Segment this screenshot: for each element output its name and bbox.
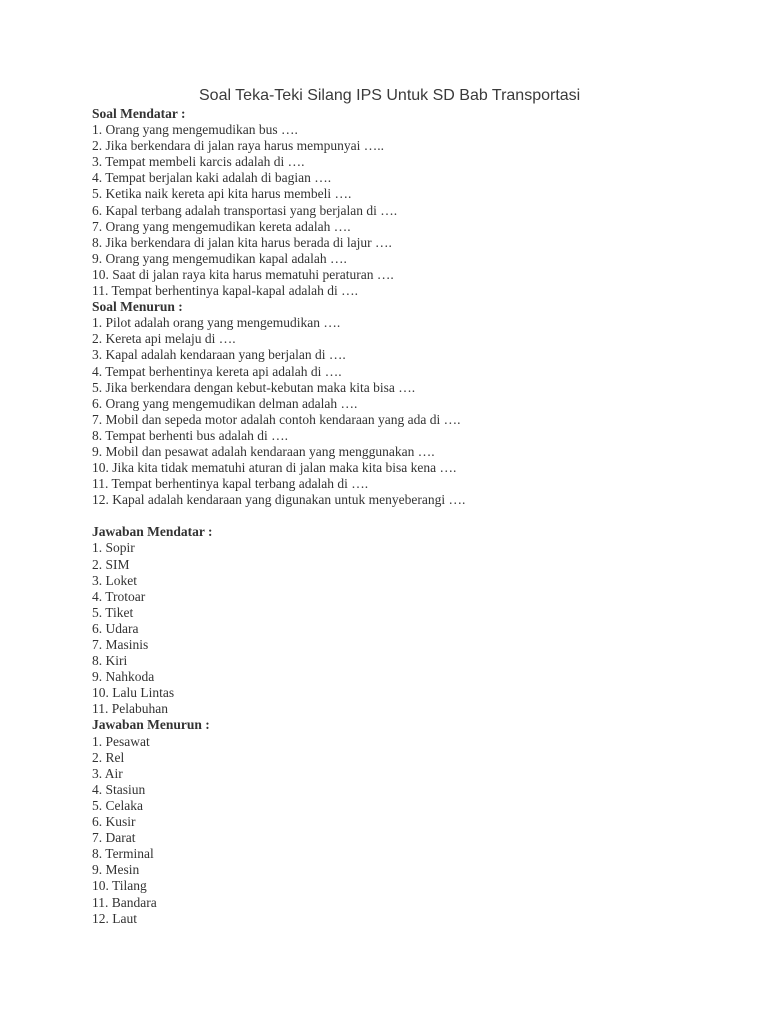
question-item	[92, 476, 692, 492]
item-text: Udara	[105, 620, 139, 636]
item-text: Ketika naik kereta api kita harus membeli ….	[105, 186, 352, 202]
item-number: 4.	[92, 781, 103, 797]
section-soal-mendatar	[92, 106, 692, 299]
item-number: 8.	[92, 846, 103, 862]
item-number: 2.	[92, 749, 103, 765]
item-number: 9.	[92, 862, 103, 878]
item-text: Kiri	[105, 653, 128, 669]
item-number: 4.	[92, 588, 103, 604]
soal-mendatar-list	[92, 122, 692, 299]
section-heading-jawaban-menurun: Jawaban Menurun :	[92, 717, 210, 733]
answer-item	[92, 573, 692, 589]
item-text: Pesawat	[105, 733, 150, 749]
section-jawaban-menurun	[92, 717, 692, 926]
item-text: SIM	[105, 556, 130, 572]
answer-item	[92, 701, 692, 717]
item-text: Lalu Lintas	[112, 685, 175, 701]
answer-item	[92, 766, 692, 782]
question-item	[92, 219, 692, 235]
question-item	[92, 315, 692, 331]
item-text: Celaka	[105, 797, 143, 813]
item-number: 7.	[92, 830, 103, 846]
answer-item	[92, 782, 692, 798]
item-number: 7.	[92, 637, 103, 652]
item-number: 9.	[92, 250, 103, 266]
question-item	[92, 364, 692, 380]
item-text: Sopir	[105, 540, 135, 556]
item-number: 10.	[92, 685, 109, 701]
question-item	[92, 186, 692, 202]
item-text: Darat	[105, 830, 136, 846]
item-text: Tilang	[112, 878, 147, 894]
item-number: 6.	[92, 202, 103, 218]
item-text: Tempat berjalan kaki adalah di bagian ….	[105, 170, 332, 186]
question-item	[92, 331, 692, 347]
item-number: 5.	[92, 186, 103, 202]
item-text: Kapal adalah kendaraan yang digunakan untuk menyeberangi ….	[112, 492, 466, 508]
item-number: 3.	[92, 347, 103, 363]
item-text: Kapal terbang adalah transportasi yang berjalan di ….	[105, 202, 398, 218]
item-text: Tempat berhentinya kapal terbang adalah di ….	[111, 476, 369, 492]
item-text: Bandara	[111, 894, 157, 910]
answer-item	[92, 589, 692, 605]
question-item	[92, 154, 692, 170]
item-text: Mobil dan pesawat adalah kendaraan yang menggunakan ….	[105, 443, 435, 459]
item-number: 1.	[92, 122, 103, 138]
question-item	[92, 267, 692, 283]
jawaban-menurun-list	[92, 734, 692, 927]
item-text: Loket	[105, 572, 137, 588]
item-number: 5.	[92, 379, 103, 395]
item-text: Saat di jalan raya kita harus mematuhi peraturan ….	[112, 266, 394, 282]
blank-line	[92, 508, 692, 524]
item-text: Orang yang mengemudikan kereta adalah ….	[105, 218, 351, 234]
question-item	[92, 251, 692, 267]
item-number: 5.	[92, 604, 103, 620]
item-number: 4.	[92, 363, 103, 379]
item-number: 6.	[92, 620, 103, 636]
item-text: Kusir	[105, 814, 136, 830]
question-item	[92, 203, 692, 219]
answer-item	[92, 750, 692, 766]
question-item	[92, 380, 692, 396]
item-text: Jika kita tidak mematuhi aturan di jalan maka kita bisa kena ….	[112, 460, 457, 476]
item-number: 2.	[92, 556, 103, 572]
item-number: 10.	[92, 878, 109, 894]
section-jawaban-mendatar	[92, 524, 692, 717]
item-number: 7.	[92, 411, 103, 427]
answer-item	[92, 798, 692, 814]
item-number: 5.	[92, 797, 103, 813]
question-item	[92, 460, 692, 476]
item-number: 9.	[92, 669, 103, 685]
item-number: 11.	[92, 701, 109, 717]
question-item	[92, 428, 692, 444]
item-number: 11.	[92, 476, 109, 492]
answer-item	[92, 846, 692, 862]
item-number: 1.	[92, 733, 103, 749]
item-text: Tempat berhenti bus adalah di ….	[105, 427, 289, 443]
item-text: Nahkoda	[105, 669, 155, 685]
item-text: Laut	[112, 910, 137, 926]
item-number: 8.	[92, 427, 103, 443]
item-text: Stasiun	[105, 781, 146, 797]
item-text: Jika berkendara di jalan raya harus mempunyai …..	[105, 138, 385, 154]
question-item	[92, 138, 692, 154]
document-page	[92, 86, 692, 927]
question-item	[92, 347, 692, 363]
answer-item	[92, 540, 692, 556]
question-item	[92, 492, 692, 508]
item-text: Jika berkendara dengan kebut-kebutan maka kita bisa ….	[105, 379, 416, 395]
question-item	[92, 235, 692, 251]
jawaban-mendatar-list	[92, 540, 692, 717]
item-number: 6.	[92, 814, 103, 830]
item-number: 3.	[92, 572, 103, 588]
item-number: 1.	[92, 315, 103, 331]
item-text: Tempat berhentinya kapal-kapal adalah di ….	[111, 283, 358, 299]
item-number: 6.	[92, 395, 103, 411]
answer-item	[92, 621, 692, 637]
section-heading-jawaban-mendatar: Jawaban Mendatar :	[92, 524, 213, 540]
item-text: Mesin	[105, 862, 140, 878]
item-number: 4.	[92, 170, 103, 186]
answer-item	[92, 637, 692, 653]
item-number: 10.	[92, 460, 109, 476]
item-text: Tiket	[105, 604, 134, 620]
answer-item	[92, 862, 692, 878]
item-text: Pelabuhan	[111, 701, 168, 717]
question-item	[92, 170, 692, 186]
item-number: 2.	[92, 138, 103, 154]
item-number: 7.	[92, 218, 103, 234]
answer-item	[92, 878, 692, 894]
item-number: 3.	[92, 765, 103, 781]
item-number: 1.	[92, 540, 103, 556]
question-item	[92, 122, 692, 138]
item-text: Kereta api melaju di ….	[105, 331, 236, 347]
item-text: Masinis	[105, 637, 149, 652]
item-text: Kapal adalah kendaraan yang berjalan di ….	[105, 347, 346, 363]
answer-item	[92, 557, 692, 573]
item-text: Air	[104, 765, 123, 781]
item-text: Rel	[105, 749, 125, 765]
answer-item	[92, 814, 692, 830]
section-soal-menurun	[92, 299, 692, 508]
item-number: 8.	[92, 653, 103, 669]
item-text: Tempat membeli karcis adalah di ….	[105, 154, 305, 170]
question-item	[92, 396, 692, 412]
item-number: 12.	[92, 492, 109, 508]
question-item	[92, 412, 692, 428]
item-number: 10.	[92, 266, 109, 282]
soal-menurun-list	[92, 315, 692, 508]
item-number: 2.	[92, 331, 103, 347]
item-text: Jika berkendara di jalan kita harus berada di lajur ….	[105, 234, 392, 250]
item-number: 8.	[92, 234, 103, 250]
item-number: 11.	[92, 283, 109, 299]
answer-item	[92, 895, 692, 911]
item-text: Mobil dan sepeda motor adalah contoh kendaraan yang ada di ….	[105, 411, 461, 427]
item-text: Orang yang mengemudikan delman adalah ….	[105, 395, 358, 411]
document-title: Soal Teka-Teki Silang IPS Untuk SD Bab Transportasi	[199, 87, 581, 104]
answer-item	[92, 669, 692, 685]
answer-item	[92, 734, 692, 750]
question-item	[92, 444, 692, 460]
item-text: Orang yang mengemudikan bus ….	[105, 122, 298, 138]
item-text: Tempat berhentinya kereta api adalah di ….	[105, 363, 342, 379]
item-text: Orang yang mengemudikan kapal adalah ….	[105, 250, 347, 266]
item-text: Terminal	[105, 846, 154, 862]
item-number: 3.	[92, 154, 103, 170]
item-number: 9.	[92, 443, 103, 459]
question-item	[92, 283, 692, 299]
item-number: 11.	[92, 894, 109, 910]
section-heading-soal-mendatar: Soal Mendatar :	[92, 106, 186, 121]
answer-item	[92, 605, 692, 621]
answer-item	[92, 653, 692, 669]
answer-item	[92, 685, 692, 701]
answer-item	[92, 911, 692, 927]
item-text: Trotoar	[105, 588, 146, 604]
section-heading-soal-menurun: Soal Menurun :	[92, 299, 183, 315]
answer-item	[92, 830, 692, 846]
item-number: 12.	[92, 910, 109, 926]
item-text: Pilot adalah orang yang mengemudikan ….	[105, 315, 341, 331]
